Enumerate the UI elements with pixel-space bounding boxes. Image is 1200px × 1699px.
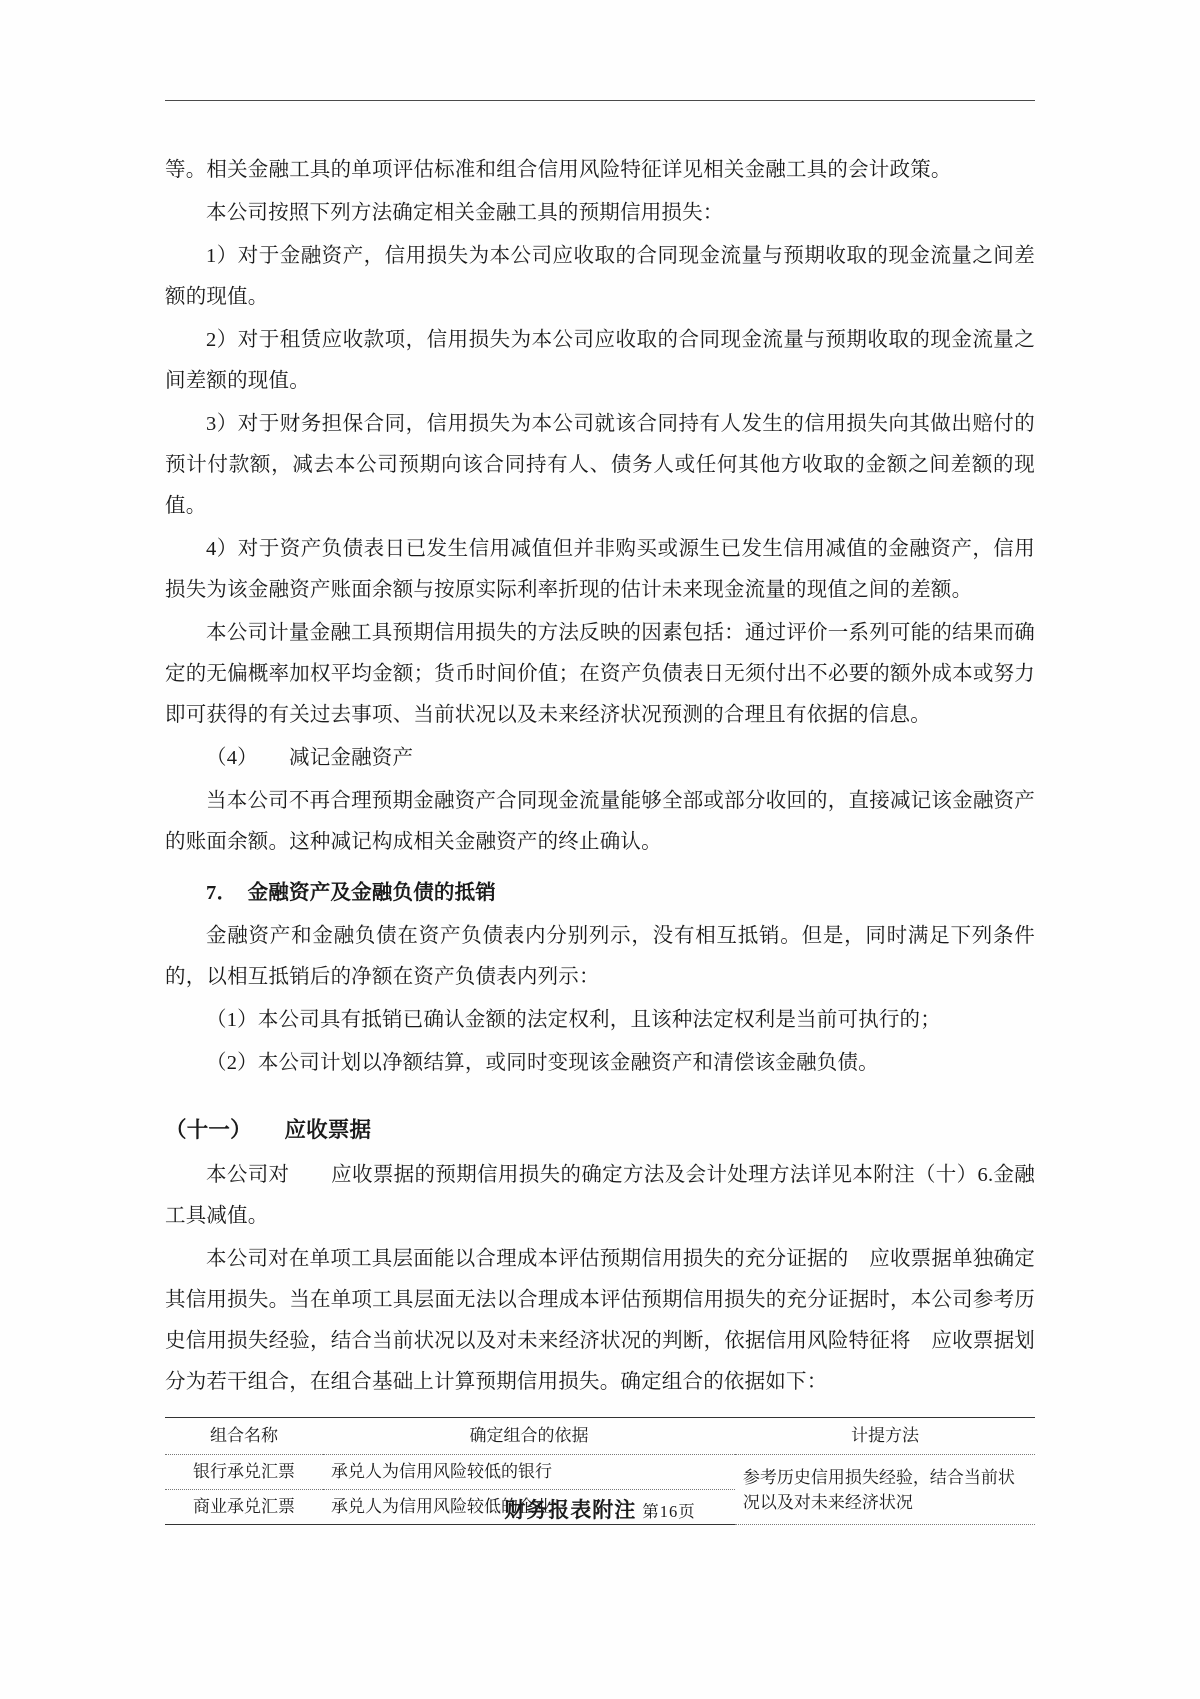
paragraph-continuation: 等。相关金融工具的单项评估标准和组合信用风险特征详见相关金融工具的会计政策。 <box>165 159 952 181</box>
subsection-label-writeoff: （4） 减记金融资产 <box>206 747 414 769</box>
cell-combination-basis: 承兑人为信用风险较低的企业 <box>323 1490 735 1525</box>
page-footer <box>0 1494 1200 1524</box>
heading-notes-receivable: （十一） 应收票据 <box>165 1118 372 1142</box>
paragraph-notes-receivable-ref: 本公司对 应收票据的预期信用损失的确定方法及会计处理方法详见本附注（十）6.金融工具减值。 <box>165 1164 1035 1227</box>
paragraph-writeoff-body: 当本公司不再合理预期金融资产合同现金流量能够全部或部分收回的，直接减记该金融资产的账面余额。这种减记构成相关金融资产的终止确认。 <box>165 790 1035 853</box>
paragraph-item-2: 2）对于租赁应收款项，信用损失为本公司应收取的合同现金流量与预期收取的现金流量之间差额的现值。 <box>165 329 1035 392</box>
heading-offsetting: 7． 金融资产及金融负债的抵销 <box>206 882 496 904</box>
paragraph-offsetting-condition-1: （1）本公司具有抵销已确认金额的法定权利，且该种法定权利是当前可执行的； <box>206 1009 941 1031</box>
column-header-method: 计提方法 <box>735 1418 1035 1455</box>
cell-provision-method: 参考历史信用损失经验，结合当前状况以及对未来经济状况 <box>735 1455 1035 1525</box>
cell-combination-basis: 承兑人为信用风险较低的银行 <box>323 1455 735 1490</box>
cell-combination-name: 银行承兑汇票 <box>165 1455 323 1490</box>
paragraph-measurement-factors: 本公司计量金融工具预期信用损失的方法反映的因素包括：通过评价一系列可能的结果而确定的无偏概率加权平均金额；货币时间价值；在资产负债表日无须付出不必要的额外成本或努力即可获得的有关过去事项、当前状况以及未来经济状况预测的合理且有依据的信息。 <box>165 622 1035 726</box>
paragraph-method-intro: 本公司按照下列方法确定相关金融工具的预期信用损失： <box>206 202 724 224</box>
cell-combination-name: 商业承兑汇票 <box>165 1490 323 1525</box>
footer-label: 财务报表附注 <box>504 1498 637 1522</box>
paragraph-offsetting-condition-2: （2）本公司计划以净额结算，或同时变现该金融资产和清偿该金融负债。 <box>206 1052 879 1074</box>
paragraph-offsetting-body: 金融资产和金融负债在资产负债表内分别列示，没有相互抵销。但是，同时满足下列条件的，以相互抵销后的净额在资产负债表内列示： <box>165 925 1035 988</box>
paragraph-item-4: 4）对于资产负债表日已发生信用减值但并非购买或源生已发生信用减值的金融资产，信用损失为该金融资产账面余额与按原实际利率折现的估计未来现金流量的现值之间的差额。 <box>165 538 1035 601</box>
document-body <box>165 150 1035 1525</box>
column-header-name: 组合名称 <box>165 1418 323 1455</box>
column-header-basis: 确定组合的依据 <box>323 1418 735 1455</box>
header-rule <box>165 100 1035 101</box>
table-header-row <box>165 1418 1035 1455</box>
table-row <box>165 1455 1035 1490</box>
paragraph-item-3: 3）对于财务担保合同，信用损失为本公司就该合同持有人发生的信用损失向其做出赔付的预计付款额，减去本公司预期向该合同持有人、债务人或任何其他方收取的金额之间差额的现值。 <box>165 413 1035 517</box>
paragraph-notes-receivable-grouping: 本公司对在单项工具层面能以合理成本评估预期信用损失的充分证据的 应收票据单独确定其信用损失。当在单项工具层面无法以合理成本评估预期信用损失的充分证据时，本公司参考历史信用损失经验，结合当前状况以及对未来经济状况的判断，依据信用风险特征将 应收票据划分为若干组合，在组合基础上计算预期信用损失。确定组合的依据如下： <box>165 1248 1035 1393</box>
footer-page-number: 第16页 <box>642 1502 696 1521</box>
paragraph-item-1: 1）对于金融资产，信用损失为本公司应收取的合同现金流量与预期收取的现金流量之间差额的现值。 <box>165 245 1035 308</box>
